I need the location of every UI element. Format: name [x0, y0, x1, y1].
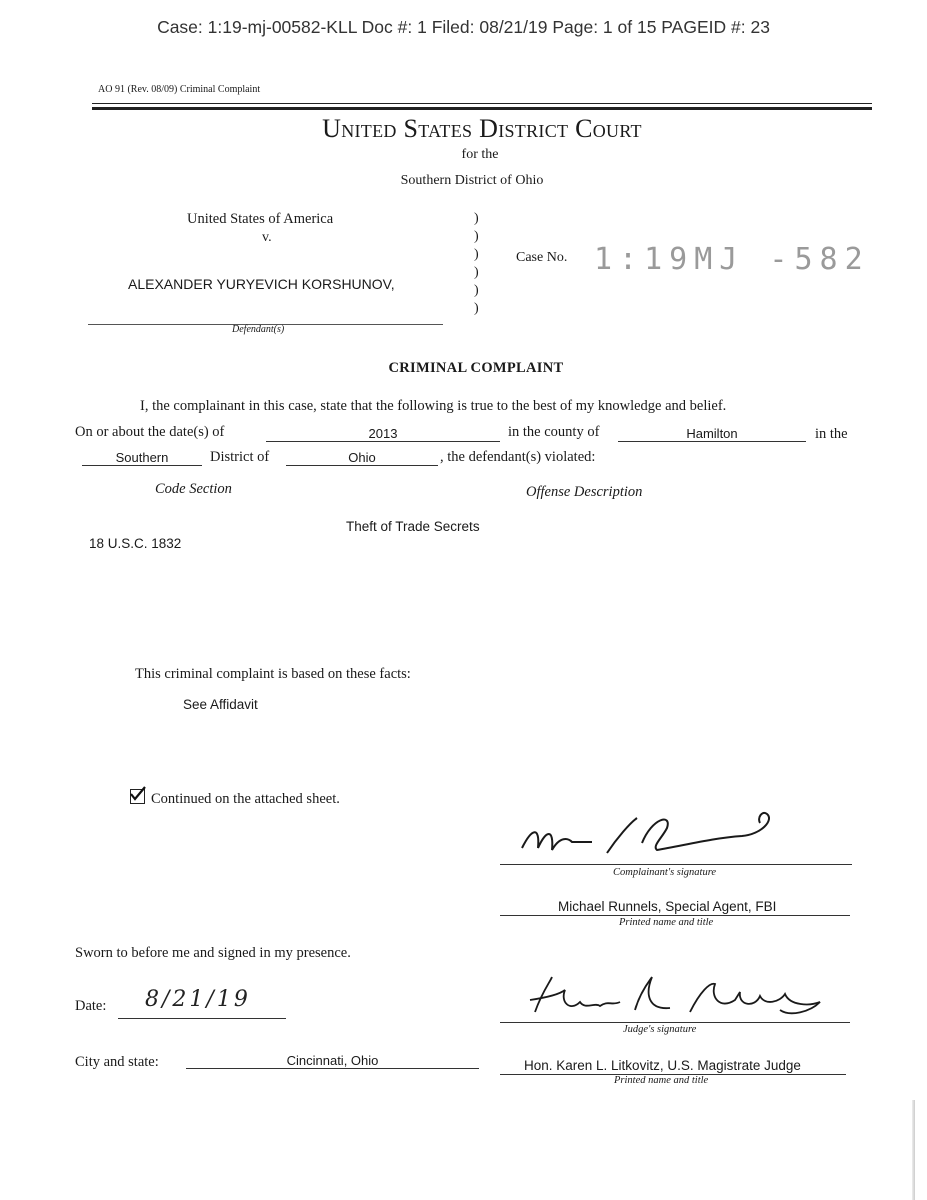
complainant-name-title: Michael Runnels, Special Agent, FBI — [558, 899, 777, 914]
district-region-field: Southern — [82, 450, 202, 466]
court-district: Southern District of Ohio — [400, 173, 544, 188]
court-title: United States District Court — [322, 114, 642, 143]
code-section-label: Code Section — [155, 481, 232, 497]
checkbox-checked-icon — [130, 789, 145, 804]
complaint-heading: CRIMINAL COMPLAINT — [388, 360, 564, 376]
ecf-header: Case: 1:19-mj-00582-KLL Doc #: 1 Filed: 08/21/19 Page: 1 of 15 PAGEID #: 23 — [157, 17, 770, 37]
complainant-printed-label: Printed name and title — [619, 917, 714, 928]
defendant-label: Defendant(s) — [232, 324, 285, 335]
judge-signature-line — [500, 1022, 850, 1023]
offense-description: Theft of Trade Secrets — [346, 519, 480, 534]
city-state-field: Cincinnati, Ohio — [186, 1053, 479, 1069]
complainant-signature-label: Complainant's signature — [613, 867, 717, 878]
complainant-signature-line — [500, 864, 852, 865]
form-id: AO 91 (Rev. 08/09) Criminal Complaint — [98, 84, 261, 95]
scan-edge-shadow — [912, 1100, 915, 1200]
complainant-name-line — [500, 915, 850, 916]
continued-row — [130, 788, 340, 808]
complainant-signature — [512, 808, 792, 866]
signed-date: 8/21/19 — [145, 987, 251, 1012]
judge-signature-label: Judge's signature — [623, 1024, 697, 1035]
date-label: Date: — [75, 998, 107, 1014]
violated-label: , the defendant(s) violated: — [440, 449, 596, 465]
complaint-intro: I, the complainant in this case, state that the following is true to the best of my knowledge and belief. — [140, 398, 727, 414]
for-the-text: for the — [461, 147, 499, 162]
facts-intro: This criminal complaint is based on these facts: — [135, 666, 411, 682]
caption-paren: ) — [474, 283, 479, 298]
caption-paren: ) — [474, 211, 479, 226]
plaintiff-name: United States of America — [187, 211, 334, 227]
judge-name-title: Hon. Karen L. Litkovitz, U.S. Magistrate Judge — [524, 1058, 801, 1073]
versus-text: v. — [262, 230, 272, 245]
header-rule — [92, 103, 872, 104]
case-no-label: Case No. — [516, 250, 568, 265]
caption-paren: ) — [474, 265, 479, 280]
judge-printed-label: Printed name and title — [614, 1075, 709, 1086]
county-label: in the county of — [508, 424, 600, 440]
on-or-about-label: On or about the date(s) of — [75, 424, 225, 440]
caption-paren: ) — [474, 247, 479, 262]
caption-paren: ) — [474, 229, 479, 244]
case-number-stamp: 1:19MJ -582 — [594, 242, 870, 277]
district-of-label: District of — [210, 449, 270, 465]
continued-label: Continued on the attached sheet. — [151, 791, 340, 807]
header-rule-thick — [92, 107, 872, 110]
judge-signature — [520, 972, 840, 1024]
county-field: Hamilton — [618, 426, 806, 442]
state-field: Ohio — [286, 450, 438, 466]
date-field: 2013 — [266, 426, 500, 442]
city-state-label: City and state: — [75, 1054, 159, 1070]
facts-text: See Affidavit — [183, 697, 258, 712]
offense-description-label: Offense Description — [526, 484, 643, 500]
code-section: 18 U.S.C. 1832 — [89, 536, 182, 551]
defendant-name: ALEXANDER YURYEVICH KORSHUNOV, — [128, 276, 395, 292]
in-the-label: in the — [815, 426, 848, 442]
caption-paren: ) — [474, 301, 479, 316]
date-line — [118, 1018, 286, 1019]
sworn-statement: Sworn to before me and signed in my presence. — [75, 945, 351, 961]
